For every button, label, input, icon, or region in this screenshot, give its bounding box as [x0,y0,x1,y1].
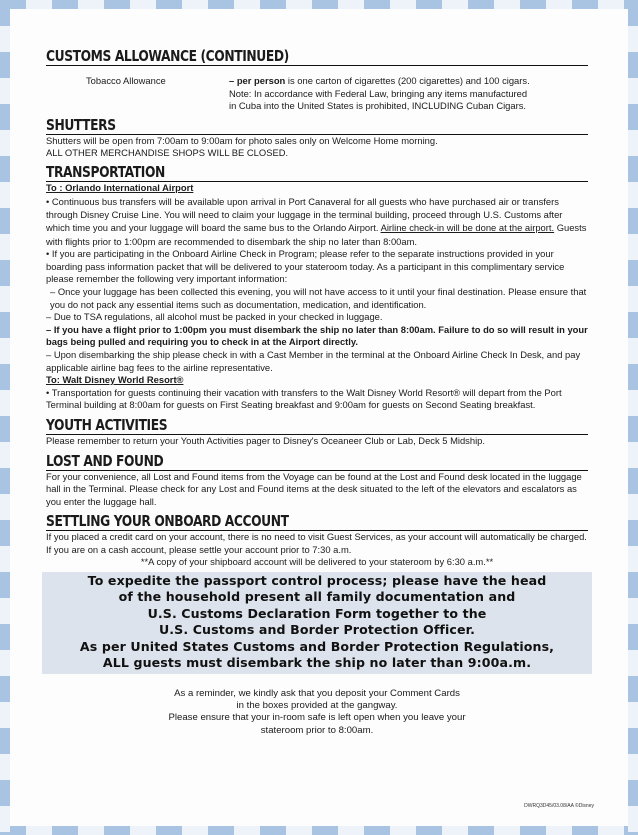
onboard-checkin-paragraph: • If you are participating in the Onboard Airline Check in Program; please refer to the separate instructions provided in your boarding pass information packet that will be delivered to your stateroom today. As a participant in this complimentary service please remember the following very important information: [46,248,565,285]
youth-section [46,415,588,448]
tsa-note: – Due to TSA regulations, all alcohol must be packed in your checked in luggage. [46,311,383,323]
border-top [0,0,638,9]
tobacco-note-2: in Cuba into the United States is prohibited, INCLUDING Cuban Cigars. [229,100,527,112]
disembark-warning: – If you have a flight prior to 1:00pm you must disembark the ship no later than 8:00am. Failure to do so will result in your bags being pulled and requiring you to check in at the Airport directly. [46,323,588,348]
account-note: **A copy of your shipboard account will be delivered to your stateroom by 6:30 a.m.** [140,556,494,568]
transportation-heading: TRANSPORTATION [46,162,165,181]
tobacco-label: Tobacco Allowance [86,75,166,86]
airport-subheading: To : Orlando International Airport [46,181,194,193]
reminder-line-1: As a reminder, we kindly ask that you deposit your Comment Cards [174,687,460,699]
shutters-line-2: ALL OTHER MERCHANDISE SHOPS WILL BE CLOSED. [46,147,289,159]
wdw-transport-paragraph: • Transportation for guests continuing their vacation with transfers to the Walt Disney World Resort® will depart from the Port Terminal building at 8:00am for guests on First Seating breakfast and 9:00am for guests on Second Seating breakfast. [46,386,562,411]
youth-heading: YOUTH ACTIVITIES [46,415,168,434]
account-text: If you placed a credit card on your account, there is no need to visit Guest Services, as your account will automatically be charged. If you are on a cash account, please settle your account prior to 7:30 a.m. [46,531,587,555]
bus-transfer-text: • Continuous bus transfers will be available upon arrival in Port Canaveral for all guests who have purchased air or transfers through Disney Cruise Line. You will need to claim your luggage in the terminal building, proceed through U.S. Customs after which time you and your luggage will board the same bus to the Orlando Airport. [46,195,563,234]
tobacco-note-1: Note: In accordance with Federal Law, bringing any items manufactured [229,87,528,99]
callout-line-5: As per United States Customs and Border Protection Regulations, [79,638,555,654]
tobacco-allowance: is one carton of cigarettes (200 cigarettes) and 100 cigars. [285,75,530,86]
callout-line-4: U.S. Customs and Border Protection Officer. [158,622,476,638]
account-section [46,514,588,569]
lost-found-heading: LOST AND FOUND [46,451,164,470]
lost-found-text: For your convenience, all Lost and Found items from the Voyage can be found at the Lost and Found desk located in the luggage hall in the Terminal. Please check for any Lost and Found items at the desk situated to the left of the elevators and escalators as you enter the luggage hall. [46,470,582,507]
border-left [0,0,10,835]
flight-time-text: Guests with flights prior to 1:00pm are recommended to disembark the ship no later than 8:00am. [46,222,587,247]
reminder-line-3: Please ensure that your in-room safe is left open when you leave your [168,712,466,724]
reminder-block [46,688,588,738]
tobacco-text [189,75,588,113]
callout-line-3: U.S. Customs Declaration Form together to the [147,605,487,621]
account-heading: SETTLING YOUR ONBOARD ACCOUNT [46,512,289,531]
tobacco-bold: – per person [229,75,286,86]
border-right [628,0,638,835]
tobacco-row [46,75,588,113]
passport-callout [42,572,592,673]
airline-checkin-note: Airline check-in will be done at the airport. [380,222,555,234]
wdw-subheading: To: Walt Disney World Resort® [46,374,184,386]
footer-code: DWRQ3D45/03.08/AA ©Disney [524,803,594,809]
transportation-section [46,162,588,412]
lost-found-section [46,451,588,509]
bus-transfer-paragraph [46,195,588,249]
customs-heading: CUSTOMS ALLOWANCE (CONTINUED) [46,47,289,65]
shutters-line-1: Shutters will be open from 7:00am to 9:00am for photo sales only on Welcome Home morning. [46,134,438,146]
checkin-desk-note: – Upon disembarking the ship please check in with a Cast Member in the terminal at the Onboard Airline Check In Desk, and pay applicable airline bag fees to the airline representative. [46,348,581,373]
document-page [46,49,588,737]
customs-section [46,49,588,113]
callout-line-2: of the household present all family documentation and [118,589,516,605]
reminder-line-2: in the boxes provided at the gangway. [236,699,398,711]
shutters-section [46,115,588,160]
callout-line-1: To expedite the passport control process; please have the head [87,573,547,589]
border-bottom [0,826,638,835]
shutters-heading: SHUTTERS [46,115,116,134]
reminder-line-4: stateroom prior to 8:00am. [260,724,374,736]
youth-text: Please remember to return your Youth Activities pager to Disney's Oceaneer Club or Lab, Deck 5 Midship. [46,434,485,446]
luggage-note: – Once your luggage has been collected this evening, you will not have access to it until your final destination. Please ensure that you do not pack any essential items such as documentation, medication, and identification. [50,285,587,310]
callout-line-6: ALL guests must disembark the ship no later than 9:00a.m. [102,655,532,671]
